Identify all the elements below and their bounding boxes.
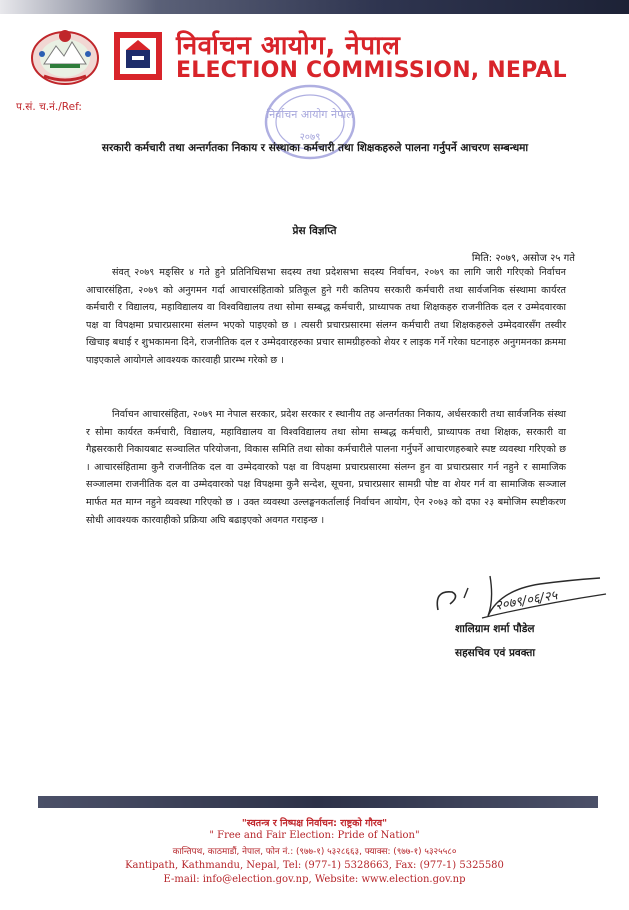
signature-date: २०७९/०६/२५: [494, 588, 559, 614]
letterhead: [30, 24, 610, 86]
footer-slogan-nepali: "स्वतन्त्र र निष्पक्ष निर्वाचन: राष्ट्रको गौरव": [241, 818, 388, 829]
body-paragraph-1: संवत् २०७९ मङ्सिर ४ गते हुने प्रतिनिधिसभा सदस्य तथा प्रदेशसभा सदस्य निर्वाचन, २०७९ का लागि जारी गरिएको निर्वाचन आचारसंहिता, २०७९ को अनुगमन गर्दा आचारसंहिताको प्रतिकूल हुने गरी कतिपय सरकारी कर्मचारी तथा सार्वजनिक संस्थामा कार्यरत कर्मचारी र विद्यालय, महाविद्यालय वा विश्वविद्यालय तथा सोमा सम्बद्ध कर्मचारी, प्राध्यापक तथा शिक्षकहरु राजनीतिक दल र उम्मेदवारका पक्ष वा विपक्षमा प्रचारप्रसारमा संलग्न भएको पाइएको छ । त्यसरी प्रचारप्रसारमा संलग्न कर्मचारी तथा शिक्षकहरुले उम्मेदवारसँग तस्वीर खिचाइ बधाई र शुभकामना दिने, राजनीतिक दल र उम्मेदवारहरुका प्रचार सामग्रीहरुको शेयर र लाइक गर्ने गरेका घटनाहरु अनुगमनका क्रममा पाइएकाले आयोगले आवश्यक कारवाही प्रारम्भ गरेको छ ।: [86, 267, 566, 366]
stamp-year: २०७९: [299, 132, 321, 143]
reference-label: प.सं. च.नं./Ref:: [16, 101, 82, 113]
election-commission-logo-icon: [114, 32, 162, 80]
signer-title: सहसचिव एवं प्रवक्ता: [455, 647, 536, 659]
footer-address-nepali: कान्तिपथ, काठमाडौं, नेपाल, फोन नं.: (९७७-१) ५३२८६६३, फ्याक्स: (९७७-१) ५३२५५८०: [172, 847, 457, 857]
signer-name: शालिग्राम शर्मा पौडेल: [455, 623, 535, 635]
body-paragraph-2: निर्वाचन आचारसंहिता, २०७९ मा नेपाल सरकार, प्रदेश सरकार र स्थानीय तह अन्तर्गतका निकाय, अर्धसरकारी तथा सार्वजनिक संस्था र सोमा कार्यरत कर्मचारी, विद्यालय, महाविद्यालय वा विश्वविद्यालय तथा सोमा सम्बद्ध कर्मचारी, प्राध्यापक तथा शिक्षक, सरकारी वा गैह्रसरकारी निकायबाट सञ्चालित परियोजना, विकास समिति तथा सोका कर्मचारीले पालना गर्नुपर्ने आचारणहरुबारे स्पष्ट व्यवस्था गरिएको छ । आचारसंहितामा कुनै राजनीतिक दल वा उम्मेदवारको पक्ष वा विपक्षमा प्रचारप्रसारमा संलग्न हुन वा प्रचारप्रसार गर्न नहुने र सामाजिक सञ्जालमा राजनीतिक दल वा उम्मेदवारको पक्ष विपक्षमा कुनै सन्देश, सूचना, प्रचारप्रसार सामग्री पोष्ट वा शेयर गर्न वा सामाजिक सञ्जाल मार्फत मत माग्न नहुने व्यवस्था गरिएको छ । उक्त व्यवस्था उल्लङ्घनकर्तालाई निर्वाचन आयोग, ऐन २०७३ को दफा २३ बमोजिम स्पष्टीकरण सोधी आवश्यक कारवाहीको प्रक्रिया अघि बढाइएको अवगत गराइन्छ ।: [86, 409, 566, 526]
footer-band: [38, 796, 598, 808]
stamp-text: निर्वाचन आयोग नेपाल: [266, 108, 354, 121]
press-release-date: मिति: २०७९, असोज २५ गते: [471, 253, 575, 264]
handwritten-signature: [430, 570, 610, 625]
footer-slogan-english: " Free and Fair Election: Pride of Nation": [209, 830, 420, 841]
nepal-emblem-icon: [30, 24, 100, 86]
header-title-english: ELECTION COMMISSION, NEPAL: [176, 58, 567, 83]
header-title-nepali: निर्वाचन आयोग, नेपाल: [176, 31, 401, 61]
footer-contact: E-mail: info@election.gov.np, Website: www.election.gov.np: [163, 874, 466, 885]
footer-address-english: Kantipath, Kathmandu, Nepal, Tel: (977-1) 5328663, Fax: (977-1) 5325580: [125, 860, 504, 871]
header-top-band: [0, 0, 629, 14]
press-release-title: प्रेस विज्ञप्ति: [292, 225, 337, 237]
subject-line: सरकारी कर्मचारी तथा अन्तर्गतका निकाय र संस्थाका कर्मचारी तथा शिक्षकहरुले पालना गर्नुपर्ने आचरण सम्बन्धमा: [101, 142, 529, 154]
